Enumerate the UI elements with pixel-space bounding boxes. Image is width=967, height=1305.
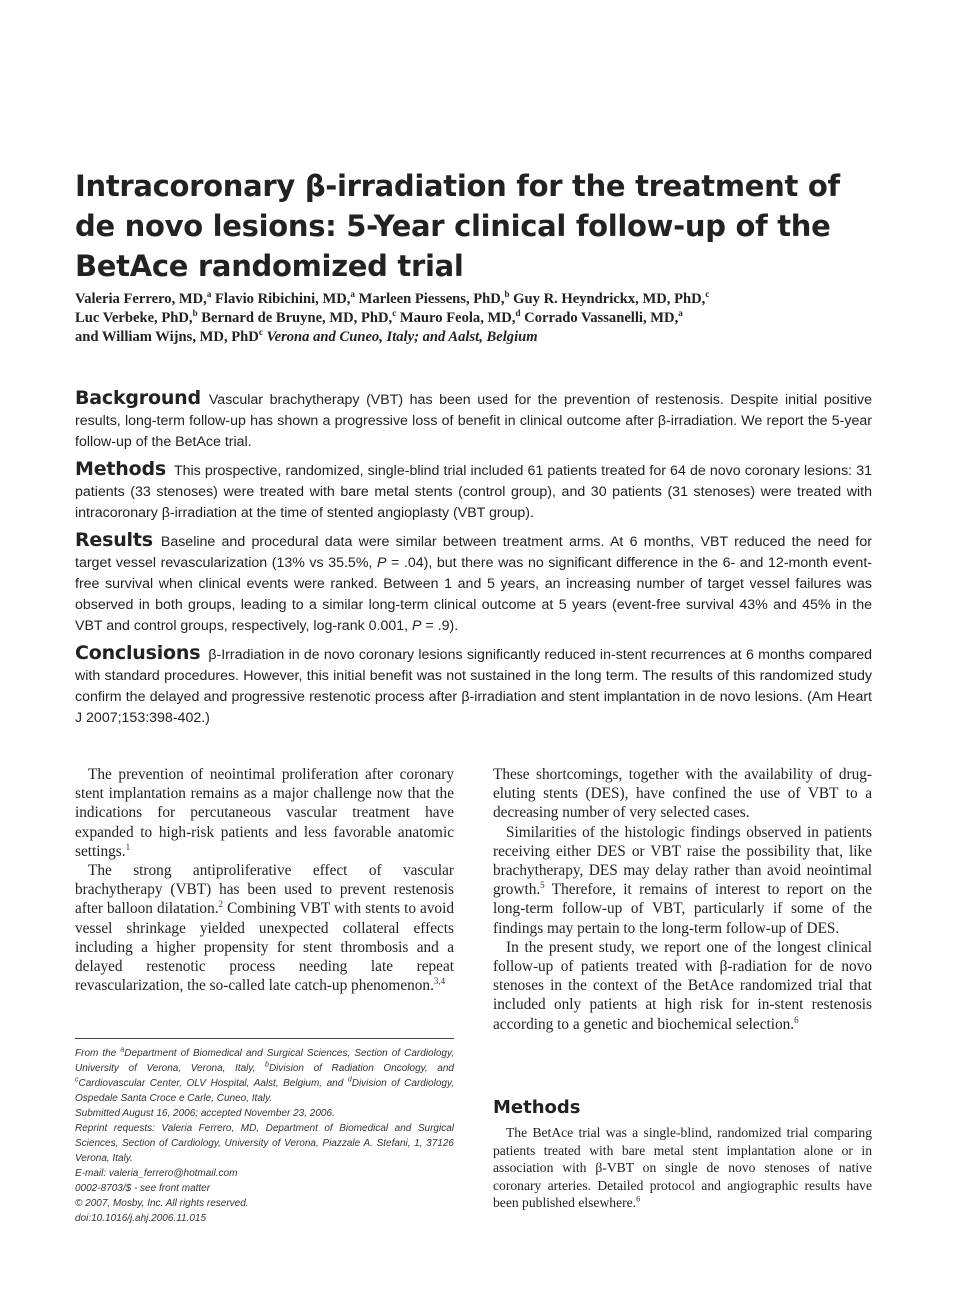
citation-ref[interactable]: 6 [636, 1194, 641, 1204]
footnote-reprint: Reprint requests: Valeria Ferrero, MD, Department of Biomedical and Surgical Sciences, Section of Cardiology, University of Verona, Piazzale A. Stefani, 1, 37126 Verona, Italy. [75, 1123, 454, 1164]
abstract-conclusions [75, 643, 872, 729]
author-affil: a [350, 289, 355, 300]
abstract-methods [75, 459, 872, 524]
abstract-text: = .04), but there was no significant difference in the 6- and 12-month event-free survival when clinical events were ranked. Between 1 and 5 years, an increasing number of target vessel failures was observed in both groups, leading to a similar long-term clinical outcome at 5 years (event-free survival 43% and 45% in the VBT and control groups, respectively, log-rank 0.001, [75, 555, 872, 634]
citation-ref[interactable]: 6 [794, 1014, 799, 1025]
author-location: Verona and Cuneo, Italy; and Aalst, Belgium [266, 329, 538, 345]
affil-marker: a [120, 1046, 125, 1054]
section-heading-methods: Methods [493, 1097, 581, 1118]
author-name: Flavio Ribichini, MD, [215, 291, 351, 307]
abstract-heading: Results [75, 529, 153, 551]
citation-ref[interactable]: 5 [540, 880, 545, 891]
footnote-divider [75, 1038, 454, 1039]
abstract-results [75, 530, 872, 637]
abstract-text: Vascular brachytherapy (VBT) has been used for the prevention of restenosis. Despite initial positive results, long-term follow-up has shown a progressive loss of benefit in clinical outcome after β-irradiation. We report the 5-year follow-up of the BetAce trial. [75, 392, 872, 450]
author-name: Marleen Piessens, PhD, [358, 291, 505, 307]
author-name: Valeria Ferrero, MD, [75, 291, 207, 307]
body-paragraph [493, 938, 872, 1034]
footnotes [75, 1046, 454, 1226]
footnote-text: Division of Radiation Oncology, and [268, 1063, 454, 1074]
paragraph-text: Combining VBT with stents to avoid vessel shrinkage yielded unexpected collateral effects including a higher propensity for stent thrombosis and a delayed restenotic process needing late repeat revascularization, the so-called late catch-up phenomenon. [75, 900, 454, 995]
author-affil: c [258, 327, 263, 338]
paragraph-text: In the present study, we report one of the longest clinical follow-up of patients treated with β-radiation for de novo stenoses in the context of the BetAce randomized trial that included only patients at high risk for in-stent restenosis according to a genetic and biochemical selection. [493, 938, 872, 1033]
paragraph-text: The strong antiproliferative effect of vascular brachytherapy (VBT) has been used to prevent restenosis after balloon dilatation. [75, 862, 454, 918]
author-affil: a [678, 308, 683, 319]
author-affil: b [192, 308, 198, 319]
paragraph-text: Similarities of the histologic findings observed in patients receiving either DES or VBT raise the possibility that, like brachytherapy, DES may delay rather than avoid neointimal growth. [493, 823, 872, 899]
paragraph-text: The BetAce trial was a single-blind, randomized trial comparing patients treated with bare metal stent implantation alone or in association with β-VBT on single de novo stenoses of native coronary arteries. Detailed protocol and angiographic results have been published elsewhere. [493, 1125, 872, 1211]
body-paragraph [75, 861, 454, 995]
citation-ref[interactable]: 1 [125, 841, 131, 852]
abstract-text: Baseline and procedural data were similar between treatment arms. At 6 months, VBT reduced the need for target vessel revascularization (13% vs 35.5%, [75, 534, 872, 571]
author-line-3 [75, 328, 875, 347]
body-paragraph [493, 765, 872, 823]
author-name: Luc Verbeke, PhD, [75, 310, 193, 326]
abstract-text: This prospective, randomized, single-blind trial included 61 patients treated for 64 de novo coronary lesions: 31 patients (33 stenoses) were treated with bare metal stents (control group), and 30 patients (31 stenoses) were treated with intracoronary β-irradiation at the time of stented angioplasty (VBT group). [75, 463, 872, 521]
footnote-submitted: Submitted August 16, 2006; accepted November 23, 2006. [75, 1108, 335, 1119]
footnote-email[interactable]: E-mail: valeria_ferrero@hotmail.com [75, 1168, 238, 1179]
footnote-affiliations [75, 1046, 454, 1106]
footnote-text: Cardiovascular Center, OLV Hospital, Aalst, Belgium, and [78, 1078, 348, 1089]
author-affil: a [206, 289, 212, 300]
author-affil: b [504, 289, 510, 300]
author-affil: c [392, 308, 397, 319]
abstract [75, 388, 872, 735]
footnote-copyright: © 2007, Mosby, Inc. All rights reserved. [75, 1198, 249, 1209]
citation-ref[interactable]: 2 [218, 899, 224, 910]
author-name: Bernard de Bruyne, MD, PhD, [201, 310, 393, 326]
p-value-symbol: P [376, 555, 387, 571]
citation-ref[interactable]: 3,4 [433, 976, 446, 987]
footnote-text: Division of Cardiology, Ospedale Santa Croce e Carle, Cuneo, Italy. [75, 1078, 455, 1104]
paragraph-text: The prevention of neointimal proliferation after coronary stent implantation remains as a major challenge now that the indications for percutaneous vascular treatment have expanded to high-risk patients and less favorable anatomic settings. [75, 766, 454, 860]
abstract-heading: Methods [75, 458, 166, 480]
affil-marker: b [265, 1061, 269, 1069]
article-title: Intracoronary β-irradiation for the treatment of de novo lesions: 5-Year clinical follow-up of the BetAce randomized trial [75, 169, 840, 283]
author-name: and William Wijns, MD, PhD [75, 329, 259, 345]
body-column-right [493, 765, 872, 1034]
author-name: Guy R. Heyndrickx, MD, PhD, [513, 291, 706, 307]
abstract-text: = .9). [421, 618, 459, 634]
paragraph-text: Therefore, it remains of interest to report on the long-term follow-up of VBT, particularly if some of the findings may pertain to the long-term follow-up of DES. [493, 881, 872, 937]
body-paragraph [493, 823, 872, 938]
footnote-issn: 0002-8703/$ - see front matter [75, 1183, 211, 1194]
body-column-left [75, 765, 454, 995]
methods-paragraph [493, 1124, 872, 1212]
author-affil: d [515, 308, 521, 319]
paragraph-text: These shortcomings, together with the availability of drug-eluting stents (DES), have confined the use of VBT to a decreasing number of very selected cases. [493, 766, 872, 822]
author-affil: c [705, 289, 710, 300]
author-line-1 [75, 290, 875, 309]
abstract-background [75, 388, 872, 453]
author-name: Corrado Vassanelli, MD, [524, 310, 679, 326]
author-name: Mauro Feola, MD, [399, 310, 516, 326]
author-list [75, 290, 875, 347]
affil-marker: c [75, 1076, 79, 1084]
p-value-symbol: P [412, 618, 422, 634]
affil-marker: d [347, 1076, 352, 1084]
footnote-doi[interactable]: doi:10.1016/j.ahj.2006.11.015 [75, 1213, 207, 1224]
abstract-heading: Background [75, 387, 201, 409]
abstract-heading: Conclusions [75, 642, 201, 664]
footnote-text: Department of Biomedical and Surgical Sciences, Section of Cardiology, University of Verona, Verona, Italy, [75, 1048, 454, 1074]
body-paragraph [75, 765, 454, 861]
author-line-2 [75, 309, 875, 328]
footnote-text: From the [75, 1048, 121, 1059]
abstract-text: β-Irradiation in de novo coronary lesions significantly reduced in-stent recurrences at 6 months compared with standard procedures. However, this initial benefit was not sustained in the long term. The results of this randomized study confirm the delayed and progressive restenotic process after β-irradiation and stent implantation in de novo lesions. (Am Heart J 2007;153:398-402.) [75, 647, 872, 726]
